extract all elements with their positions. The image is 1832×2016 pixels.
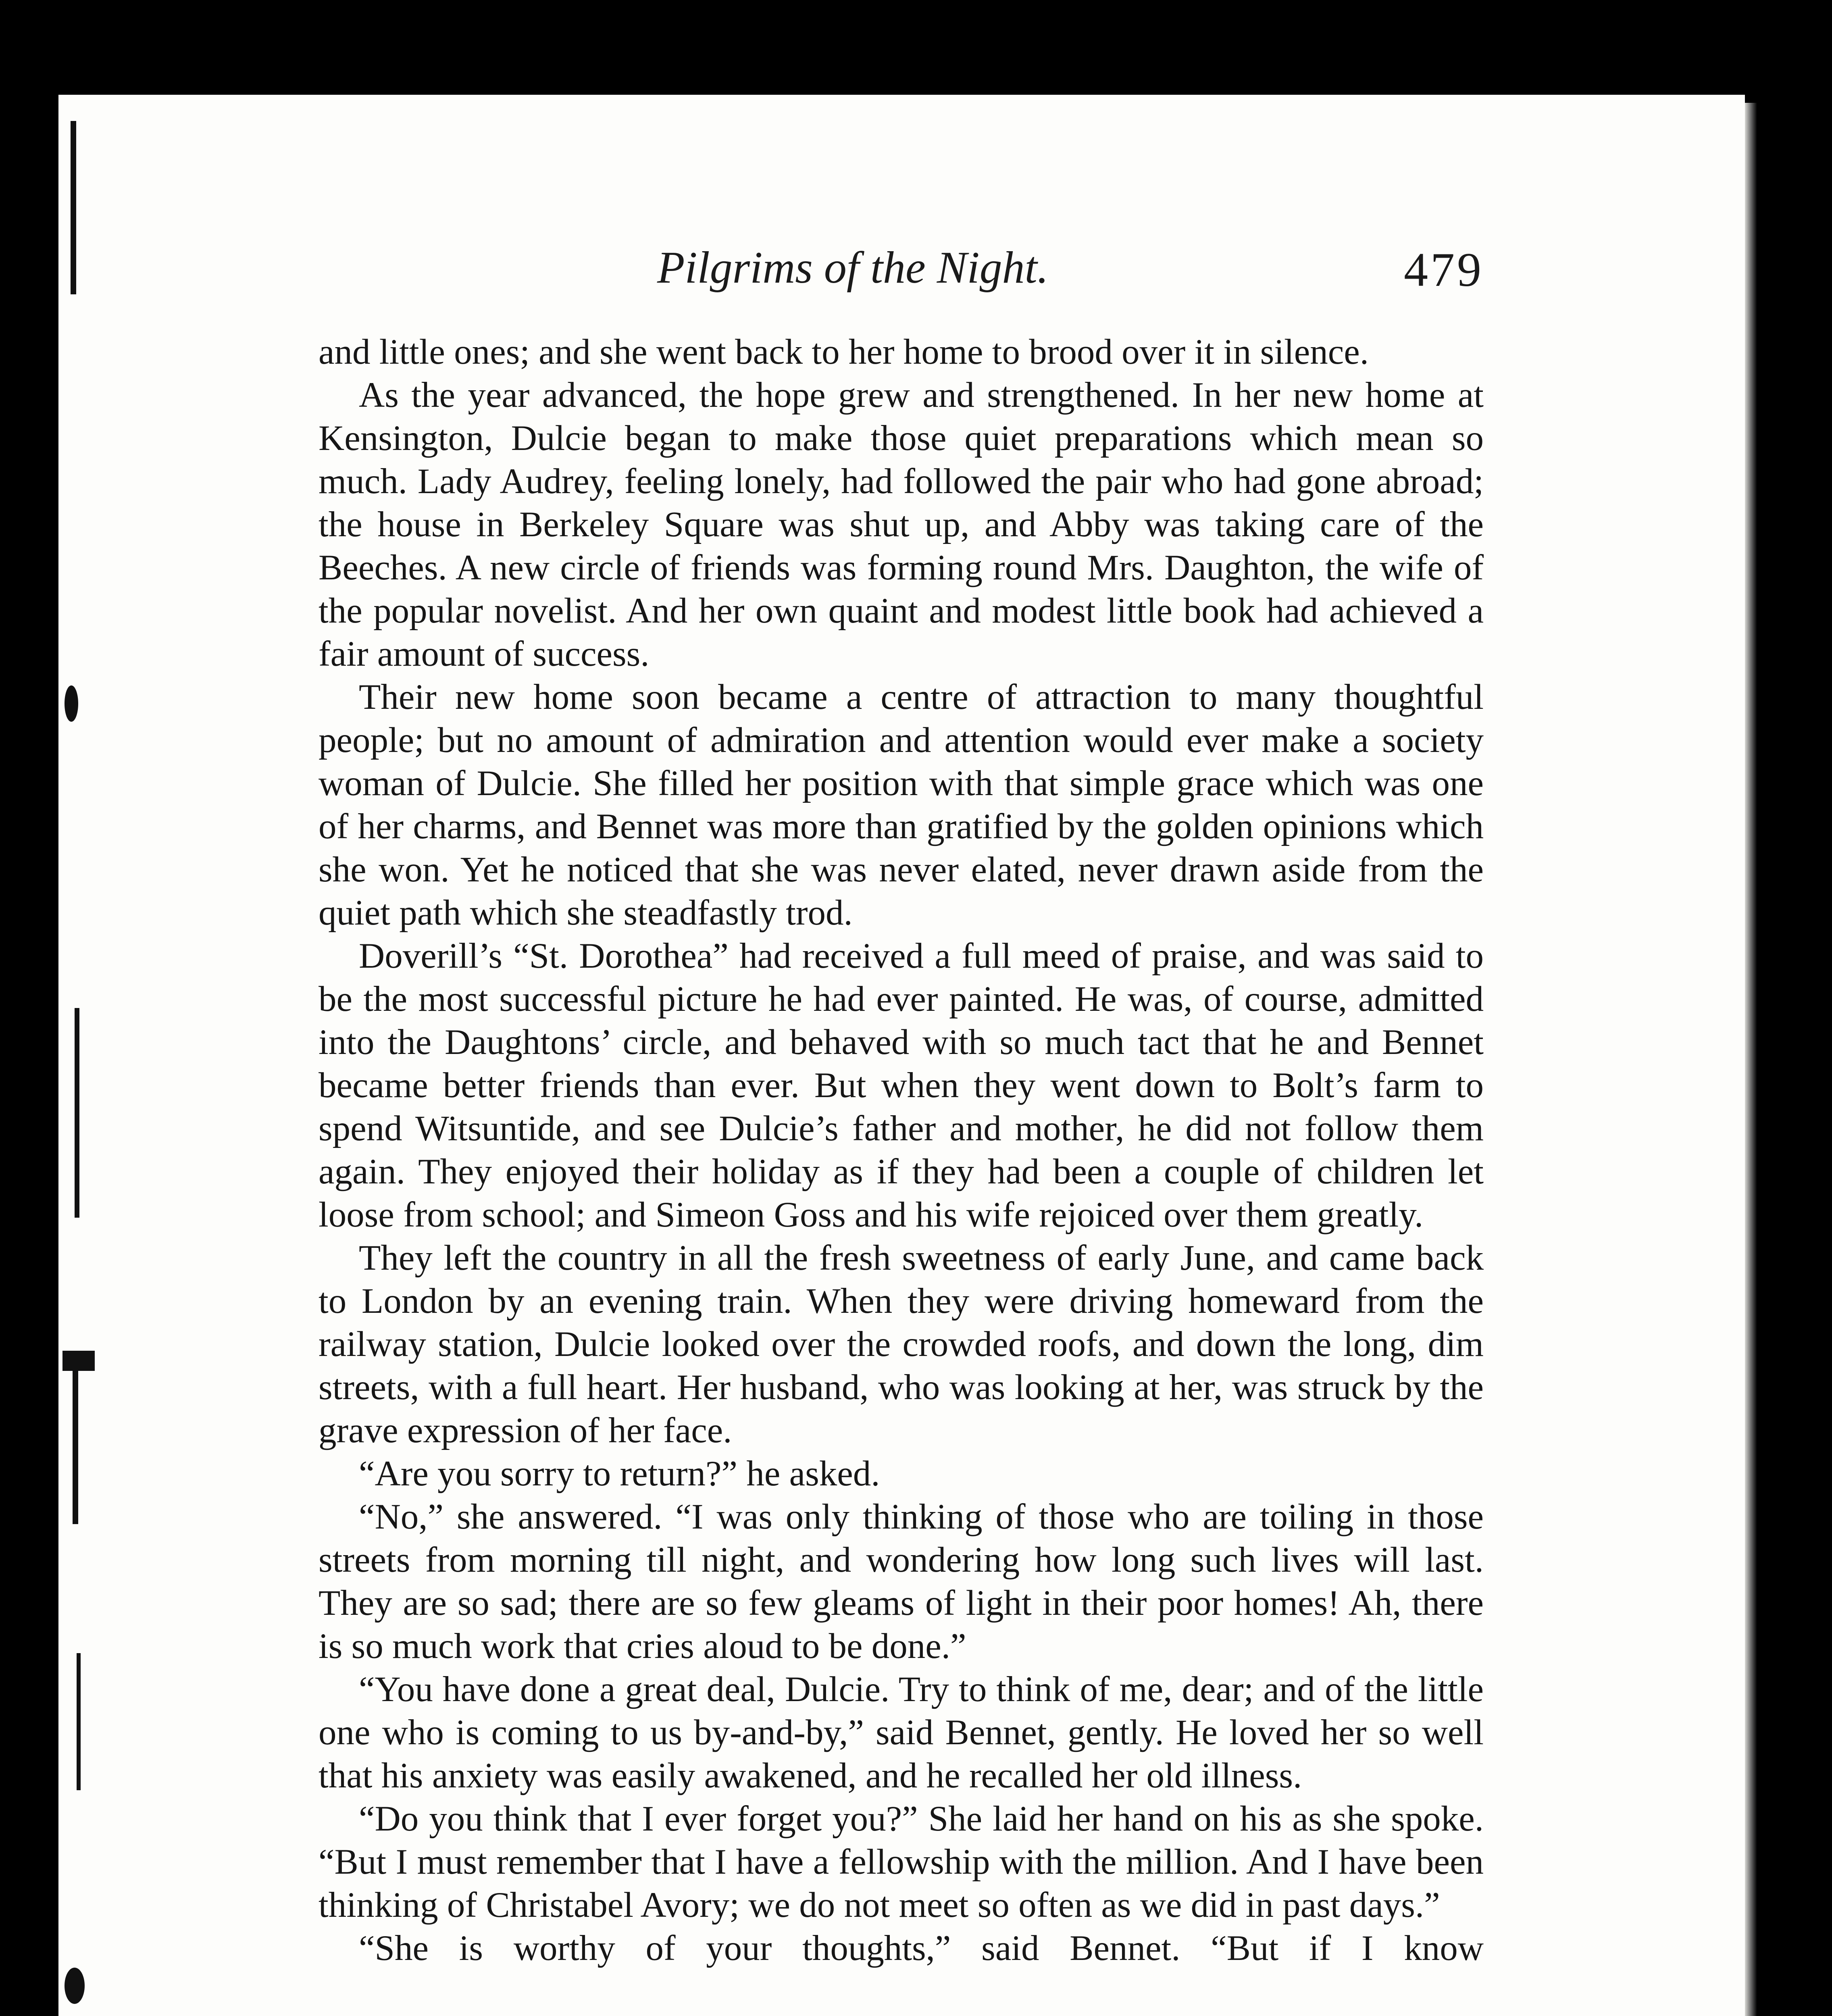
- page-number: 479: [1404, 243, 1484, 296]
- binding-thread-mark: [75, 1008, 79, 1218]
- paragraph: “She is worthy of your thoughts,” said Bennet. “But if I know: [359, 1929, 1484, 1968]
- page-edge-shadow: [1745, 103, 1757, 2016]
- paragraph: “No,” she answered. “I was only thinking of those who are toiling in those streets from morning till night, and wondering how long such lives will last. They are so sad; there are so few gleams of light in their poor homes! Ah, there is so much work that cries aloud to be done.”: [319, 1497, 1484, 1666]
- paragraph: “Are you sorry to return?” he asked.: [359, 1454, 880, 1493]
- binding-thread-mark: [65, 685, 78, 722]
- running-head: [323, 242, 1484, 310]
- paragraph: They left the country in all the fresh sweetness of early June, and came back to London by an evening train. When they were driving homeward from the railway station, Dulcie looked over the crowded roofs, and down the long, dim streets, with a full heart. Her husband, who was looking at her, was struck by the grave expression of her face.: [319, 1238, 1484, 1450]
- paragraph: Their new home soon became a centre of attraction to many thoughtful people; but no amount of admiration and attention would ever make a society woman of Dulcie. She filled her position with that simple grace which was one of her charms, and Bennet was more than gratified by the golden opinions which she won. Yet he noticed that she was never elated, never drawn aside from the quiet path which she steadfastly trod.: [319, 677, 1484, 933]
- paragraph: “You have done a great deal, Dulcie. Try to think of me, dear; and of the little one who is coming to us by-and-by,” said Bennet, gently. He loved her so well that his anxiety was easily awakened, and he recalled her old illness.: [319, 1670, 1484, 1795]
- binding-thread-mark: [65, 1968, 85, 2004]
- binding-thread-mark: [73, 1371, 78, 1524]
- paragraph: “Do you think that I ever forget you?” She laid her hand on his as she spoke. “But I must remember that I have a fellowship with the million. And I have been thinking of Christabel Avory; we do not meet so often as we did in past days.”: [319, 1799, 1484, 1925]
- paragraph: As the year advanced, the hope grew and strengthened. In her new home at Kensington, Dulcie began to make those quiet preparations which mean so much. Lady Audrey, feeling lonely, had followed the pair who had gone abroad; the house in Berkeley Square was shut up, and Abby was taking care of the Beeches. A new circle of friends was forming round Mrs. Daughton, the wife of the popular novelist. And her own quaint and modest little book had achieved a fair amount of success.: [319, 375, 1484, 674]
- body-text: [319, 331, 1484, 1970]
- binding-thread-mark: [77, 1653, 81, 1790]
- binding-thread-mark: [71, 121, 76, 294]
- running-title: Pilgrims of the Night.: [657, 243, 1049, 293]
- binding-thread-mark: [62, 1351, 95, 1371]
- paragraph: and little ones; and she went back to her home to brood over it in silence.: [319, 332, 1369, 372]
- paragraph: Doverill’s “St. Dorothea” had received a full meed of praise, and was said to be the most successful picture he had ever painted. He was, of course, admitted into the Daughtons’ circle, and behaved with so much tact that he and Bennet became better friends than ever. But when they went down to Bolt’s farm to spend Witsuntide, and see Dulcie’s father and mother, he did not follow them again. They enjoyed their holiday as if they had been a couple of children let loose from school; and Simeon Goss and his wife rejoiced over them greatly.: [319, 936, 1484, 1235]
